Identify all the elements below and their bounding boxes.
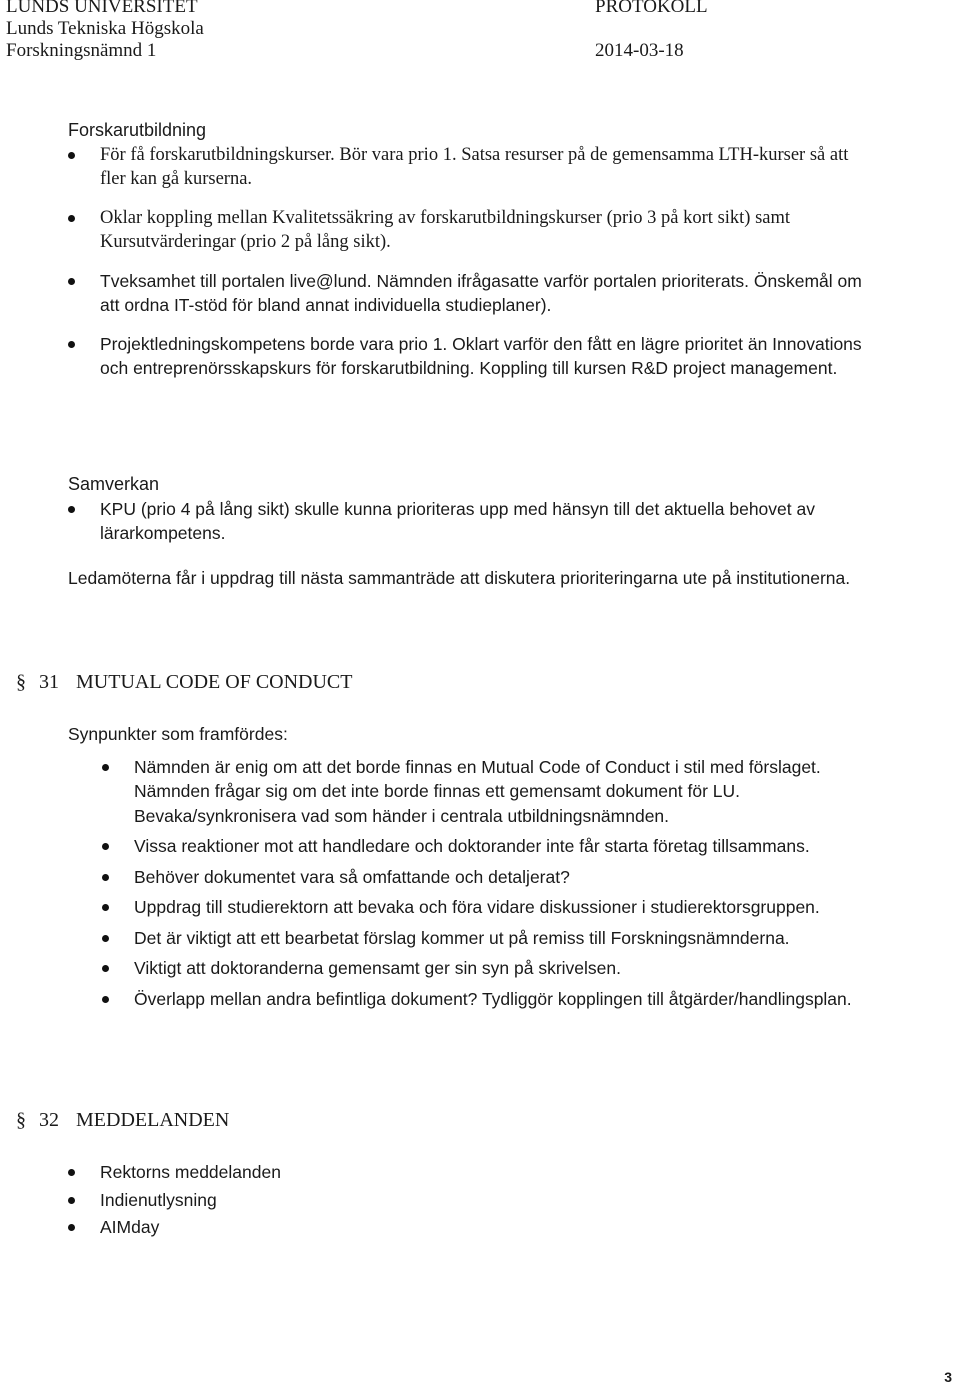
university-name: LUNDS UNIVERSITET [6, 0, 198, 17]
header-left [6, 0, 204, 62]
section-title-text: MUTUAL CODE OF CONDUCT [76, 671, 353, 693]
list-item: Det är viktigt att ett bearbetat förslag kommer ut på remiss till Forskningsnämnderna. [102, 926, 862, 951]
header-right [595, 0, 708, 62]
forskarutbildning-heading: Forskarutbildning [68, 120, 207, 140]
bullet-icon [102, 843, 109, 850]
bullet-icon [68, 341, 75, 348]
list-item: AIMday [68, 1215, 868, 1240]
section-31-intro: Synpunkter som framfördes: [68, 724, 288, 744]
samverkan-note: Ledamöterna får i uppdrag till nästa sammanträde att diskutera prioriteringarna ute på institutionerna. [68, 567, 851, 588]
section-31-list [102, 755, 862, 1012]
document-type: PROTOKOLL [595, 0, 708, 17]
section-number: 31 [39, 671, 59, 693]
section-symbol: § [16, 1109, 26, 1131]
list-item: Oklar koppling mellan Kvalitetssäkring av forskarutbildningskurser (prio 3 på kort sikt) samt Kursutvärderingar (prio 2 på lång sikt). [68, 206, 868, 255]
bullet-icon [102, 935, 109, 942]
bullet-icon [102, 764, 109, 771]
list-item: Tveksamhet till portalen live@lund. Nämnden ifrågasatte varför portalen prioriterats. Önskemål om att ordna IT-stöd för bland annat individuella studieplaner). [68, 269, 868, 318]
forskarutbildning-block [68, 118, 868, 395]
list-item: Rektorns meddelanden [68, 1160, 868, 1185]
faculty-name: Lunds Tekniska Högskola [6, 18, 204, 39]
list-item: Projektledningskompetens borde vara prio 1. Oklart varför den fått en lägre prioritet än Innovations och entreprenörsskapskurs för forskarutbildning. Koppling till kursen R&D project management. [68, 332, 868, 381]
list-item: Vissa reaktioner mot att handledare och doktorander inte får starta företag tillsammans. [102, 834, 862, 859]
section-32-body [68, 1160, 868, 1243]
bullet-icon [68, 1224, 75, 1231]
bullet-icon [102, 996, 109, 1003]
list-item: KPU (prio 4 på lång sikt) skulle kunna prioriteras upp med hänsyn till det aktuella behovet av lärarkompetens. [68, 497, 868, 546]
list-item: Nämnden är enig om att det borde finnas en Mutual Code of Conduct i stil med förslaget. Nämnden frågar sig om det inte borde finnas ett gemensamt dokument för LU. Bevaka/synkronisera vad som händer i centrala utbildningsnämnden. [102, 755, 862, 829]
section-31-body [68, 722, 868, 1017]
section-32-title [16, 1108, 229, 1132]
section-31-title [16, 670, 352, 694]
section-32-list [68, 1160, 868, 1240]
list-item: Viktigt att doktoranderna gemensamt ger sin syn på skrivelsen. [102, 956, 862, 981]
forskarutbildning-list [68, 143, 868, 381]
bullet-icon [68, 152, 75, 159]
document-date: 2014-03-18 [595, 40, 684, 61]
section-symbol: § [16, 671, 26, 693]
list-item: Överlapp mellan andra befintliga dokument? Tydliggör kopplingen till åtgärder/handlingsplan. [102, 987, 862, 1012]
list-item: Uppdrag till studierektorn att bevaka och föra vidare diskussioner i studierektorsgruppen. [102, 895, 862, 920]
bullet-icon [68, 506, 75, 513]
page-number: 3 [944, 1369, 952, 1385]
bullet-icon [102, 904, 109, 911]
bullet-icon [102, 965, 109, 972]
bullet-icon [68, 1197, 75, 1204]
section-number: 32 [39, 1109, 59, 1131]
samverkan-heading: Samverkan [68, 474, 160, 494]
list-item: Behöver dokumentet vara så omfattande och detaljerat? [102, 865, 862, 890]
bullet-icon [68, 278, 75, 285]
list-item: För få forskarutbildningskurser. Bör vara prio 1. Satsa resurser på de gemensamma LTH-kurser så att fler kan gå kurserna. [68, 143, 868, 192]
samverkan-block [68, 472, 868, 590]
bullet-icon [102, 874, 109, 881]
committee-name: Forskningsnämnd 1 [6, 40, 157, 61]
section-title-text: MEDDELANDEN [76, 1109, 230, 1131]
bullet-icon [68, 215, 75, 222]
bullet-icon [68, 1169, 75, 1176]
list-item: Indienutlysning [68, 1188, 868, 1213]
samverkan-list [68, 497, 868, 546]
